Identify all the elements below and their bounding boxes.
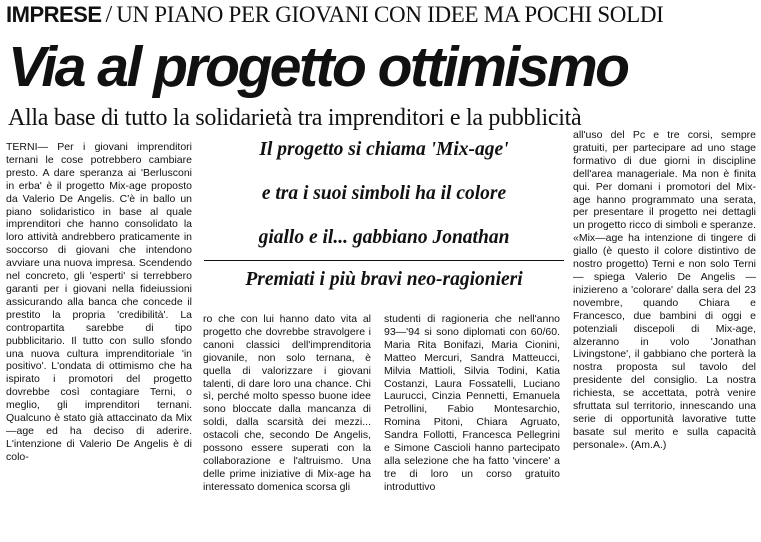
section-rubric: IMPRESE [6,2,102,27]
body-paragraph: TERNI— Per i giovani imprenditori ternani le cose potrebbero cambiare presto. A dare speranza ai 'Berlusconi in erba' è il progetto Mix-age proposto da Valerio De Angelis. C'è in ballo un piano solidaristico in base al quale imprenditori che hanno consolidato la loro attività andrebbero praticamente in soccorso di giovani che intendono avviare una nuova impresa. Scendendo nel concreto, gli 'esperti' si terrebbero garanti per i giovani nella fideiussioni assicurando alla banca che concede il prestito la propria 'credibilità'. La contropartita sarebbe di tipo pubblicitario. Il tutto con sullo sfondo una nuova cultura imprenditoriale 'in positivo'. L'ondata di ottimismo che ha ispirato i promotori del progetto dovrebbe così contagiare Terni, o meglio, gli imprenditori ternani. Qualcuno è stato già attaccinato da Mix—age ed ha deciso di aderire. L'intenzione di Valerio De Angelis è di colo- [6,141,192,463]
pull-quote-line-1: Il progetto si chiama 'Mix-age' [259,139,509,160]
article-kicker [6,1,664,29]
article-headline: Via al progetto ottimismo [8,35,628,99]
pull-quote-divider [204,260,564,261]
kicker-topic: UN PIANO PER GIOVANI CON IDEE MA POCHI SOLDI [116,2,664,27]
body-column-3 [384,313,560,540]
body-paragraph: ro che con lui hanno dato vita al progetto che dovrebbe stravolgere i canoni classici dell'imprenditoria giovanile, non solo ternana, è quella di valorizzare i giovani talenti, di dare loro una chance. Chi sì, perché molto spesso buone idee sono bloccate dalla mancanza di soldi, dalla scarsità dei mezzi... ostacoli che, secondo De Angelis, possono essere superati con la collaborazione e l'altruismo. Una delle prime iniziative di Mix-age ha interessato domenica scorsa gli [203,313,371,493]
body-column-1 [6,141,192,540]
body-paragraph: all'uso del Pc e tre corsi, sempre gratuiti, per partecipare ad uno stage formativo di due giorni in discipline dell'area manageriale. Ma non è finita qui. Per domani i promotori del Mix-age hanno programmato una serata, per presentare il progetto nei dettagli un progetto ricco di simboli e speranze. «Mix—age ha intenzione di tingere di giallo (è questo il colore distintivo de nostro progetto) Terni e non solo Terni — spiega Valerio De Angelis — iniziereno a 'colorare' dalla sera del 23 novembre, quando Chiara e Francesco, due bambini di oggi e potenziali discepoli di Mix-age, alzeranno in volo 'Jonathan Livingstone', il gabbiano che porterà la nostra proposta sul tavolo del presidente del consiglio. La nostra richiesta, se accettata, potrà venire sfruttata sul territorio, innescando una serie di opportunità lavorative tutte basate sul merito e sulla capacità personale». (Am.A.) [573,129,756,451]
pull-quote-line-3: giallo e il... gabbiano Jonathan [258,227,510,248]
pull-quote-line-4: Premiati i più bravi neo-ragionieri [245,269,523,290]
pull-quote-line-2: e tra i suoi simboli ha il colore [261,183,507,204]
article-subheadline: Alla base di tutto la solidarietà tra imprenditori e la pubblicità [8,105,582,131]
body-column-2 [203,313,371,540]
body-paragraph: studenti di ragioneria che nell'anno 93—'94 si sono diplomati con 60/60. Maria Rita Bonifazi, Maria Cionini, Matteo Mercuri, Sandra Matteucci, Milvia Mattioli, Silvia Todini, Katia Costanzi, Laura Fossatelli, Luciano Laurucci, Cinzia Pennetti, Emanuela Petrollini, Fabio Montesarchio, Romina Pitoni, Chiara Agruato, Sandra Follotti, Francesca Pellegrini e Simone Cascioli hanno partecipato alla selezione che ha fatto 'vincere' a tre di loro un corso gratuito introduttivo [384,313,560,493]
pull-quote-box [200,133,568,308]
kicker-separator: / [105,2,113,28]
body-column-4 [573,129,756,540]
